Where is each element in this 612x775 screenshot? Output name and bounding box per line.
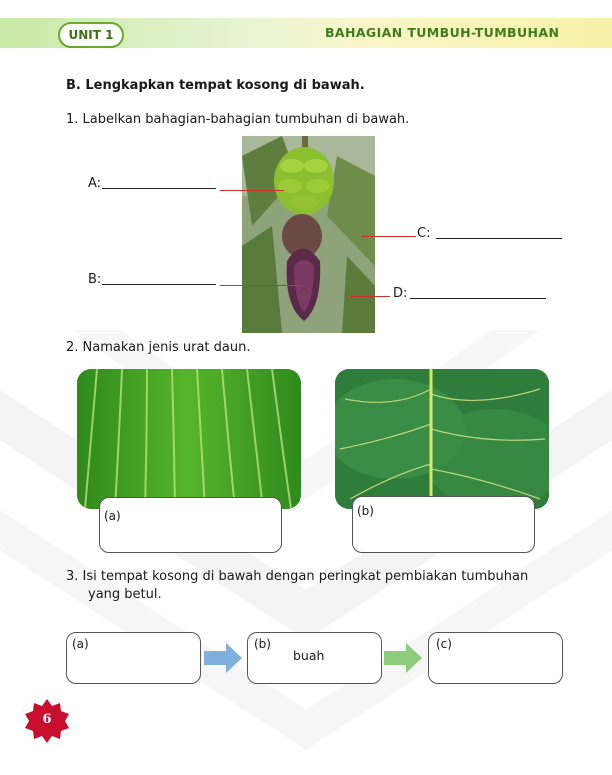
question-3-text-cont: yang betul.: [88, 587, 162, 602]
pointer-line-c: [362, 236, 416, 237]
question-1-text: 1. Labelkan bahagian-bahagian tumbuhan di bawah.: [66, 112, 410, 127]
answer-box-2b-label: (b): [357, 504, 374, 518]
arrow-right-icon: [204, 643, 242, 673]
label-a: A:: [88, 176, 102, 191]
answer-box-2b[interactable]: [352, 496, 535, 553]
label-d: D:: [393, 286, 408, 301]
unit-badge: UNIT 1: [58, 22, 124, 48]
answer-box-2a[interactable]: [99, 497, 282, 553]
stage-box-c-label: (c): [436, 637, 452, 651]
stage-box-a-label: (a): [72, 637, 89, 651]
answer-line-a[interactable]: [102, 188, 216, 189]
chapter-title: BAHAGIAN TUMBUH-TUMBUHAN: [325, 25, 560, 40]
pointer-line-a: [220, 190, 284, 191]
page-number: 6: [42, 712, 52, 727]
question-2-text: 2. Namakan jenis urat daun.: [66, 340, 251, 355]
answer-line-b[interactable]: [102, 284, 216, 285]
parallel-vein-leaf-photo: [77, 369, 301, 509]
question-3-text: 3. Isi tempat kosong di bawah dengan peringkat pembiakan tumbuhan: [66, 569, 529, 584]
net-vein-leaf-photo: [335, 369, 549, 509]
stage-box-b-value: buah: [293, 648, 325, 663]
section-title: B. Lengkapkan tempat kosong di bawah.: [66, 78, 365, 93]
pointer-line-d: [350, 296, 390, 297]
label-b: B:: [88, 272, 102, 287]
answer-line-c[interactable]: [436, 238, 562, 239]
label-c: C:: [417, 226, 431, 241]
answer-line-d[interactable]: [410, 298, 546, 299]
stage-box-b-label: (b): [254, 637, 271, 651]
pointer-line-b: [220, 285, 302, 286]
banana-plant-photo: [242, 136, 375, 333]
arrow-right-icon-2: [384, 643, 422, 673]
answer-box-2a-label: (a): [104, 509, 121, 523]
